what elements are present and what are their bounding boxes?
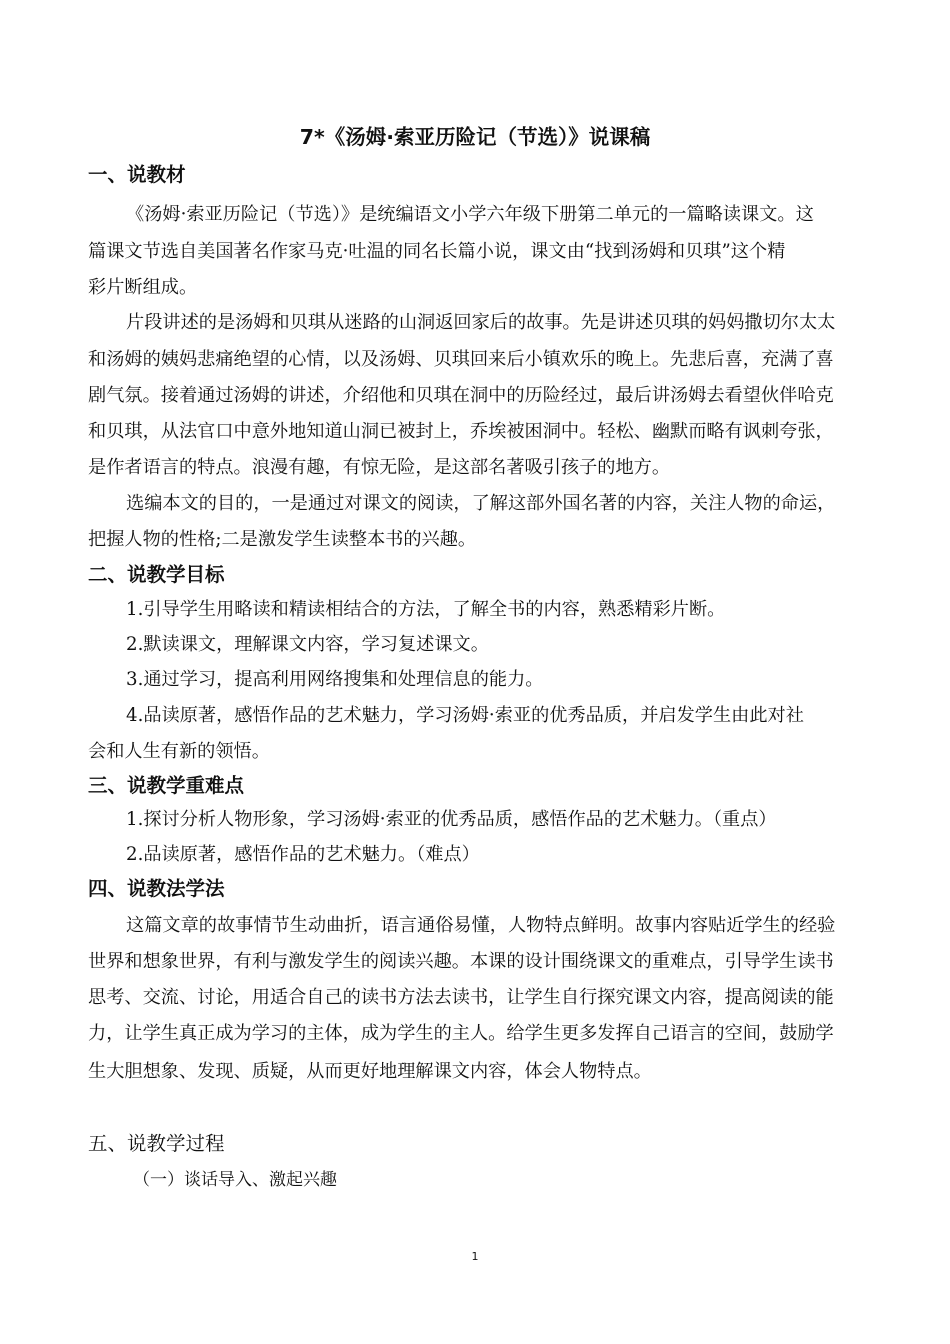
section-heading-5: 五、说教学过程 (88, 1132, 225, 1155)
paragraph-line: 这篇文章的故事情节生动曲折，语言通俗易懂，人物特点鲜明。故事内容贴近学生的经验 (126, 915, 836, 936)
paragraph-line: 力，让学生真正成为学习的主体，成为学生的主人。给学生更多发挥自己语言的空间，鼓励学 (88, 1023, 834, 1044)
paragraph-line: 是作者语言的特点。浪漫有趣，有惊无险，是这部名著吸引孩子的地方。 (88, 457, 671, 478)
paragraph-line: 《汤姆·索亚历险记（节选）》是统编语文小学六年级下册第二单元的一篇略读课文。这 (126, 204, 814, 225)
list-item: 4.品读原著，感悟作品的艺术魅力，学习汤姆·索亚的优秀品质，并启发学生由此对社 (126, 705, 804, 726)
paragraph-line: 篇课文节选自美国著名作家马克·吐温的同名长篇小说，课文由“找到汤姆和贝琪”这个精 (88, 241, 786, 262)
paragraph-line: 选编本文的目的，一是通过对课文的阅读，了解这部外国名著的内容，关注人物的命运， (126, 493, 836, 514)
list-item-continuation: 会和人生有新的领悟。 (88, 741, 270, 762)
document-title: 7*《汤姆·索亚历险记（节选）》说课稿 (299, 125, 651, 149)
paragraph-line: 剧气氛。接着通过汤姆的讲述，介绍他和贝琪在洞中的历险经过，最后讲汤姆去看望伙伴哈克 (88, 385, 834, 406)
paragraph-line: 生大胆想象、发现、质疑，从而更好地理解课文内容，体会人物特点。 (88, 1061, 652, 1082)
paragraph-line: 把握人物的性格;二是激发学生读整本书的兴趣。 (88, 529, 477, 550)
section-heading-1: 一、说教材 (88, 163, 186, 186)
section-heading-2: 二、说教学目标 (88, 563, 225, 586)
list-item: 2.品读原著，感悟作品的艺术魅力。（难点） (126, 844, 480, 865)
paragraph-line: 片段讲述的是汤姆和贝琪从迷路的山洞返回家后的故事。先是讲述贝琪的妈妈撒切尔太太 (126, 312, 836, 333)
list-item: 1.引导学生用略读和精读相结合的方法，了解全书的内容，熟悉精彩片断。 (126, 599, 726, 620)
paragraph-line: 彩片断组成。 (88, 277, 198, 298)
list-item: 1.探讨分析人物形象，学习汤姆·索亚的优秀品质，感悟作品的艺术魅力。（重点） (126, 809, 777, 830)
list-item: 3.通过学习，提高利用网络搜集和处理信息的能力。 (126, 669, 544, 690)
paragraph-line: 思考、交流、讨论，用适合自己的读书方法去读书，让学生自行探究课文内容，提高阅读的能 (88, 987, 834, 1008)
paragraph-line: 和汤姆的姨妈悲痛绝望的心情，以及汤姆、贝琪回来后小镇欢乐的晚上。先悲后喜，充满了喜 (88, 349, 834, 370)
subsection-heading: （一）谈话导入、激起兴趣 (133, 1170, 337, 1190)
list-item: 2.默读课文，理解课文内容，学习复述课文。 (126, 634, 489, 655)
section-heading-3: 三、说教学重难点 (88, 774, 245, 797)
section-heading-4: 四、说教法学法 (88, 877, 225, 900)
page-number: 1 (471, 1250, 479, 1263)
paragraph-line: 和贝琪，从法官口中意外地知道山洞已被封上，乔埃被困洞中。轻松、幽默而略有讽刺夸张， (88, 421, 834, 442)
paragraph-line: 世界和想象世界，有利与激发学生的阅读兴趣。本课的设计围绕课文的重难点，引导学生读书 (88, 951, 834, 972)
